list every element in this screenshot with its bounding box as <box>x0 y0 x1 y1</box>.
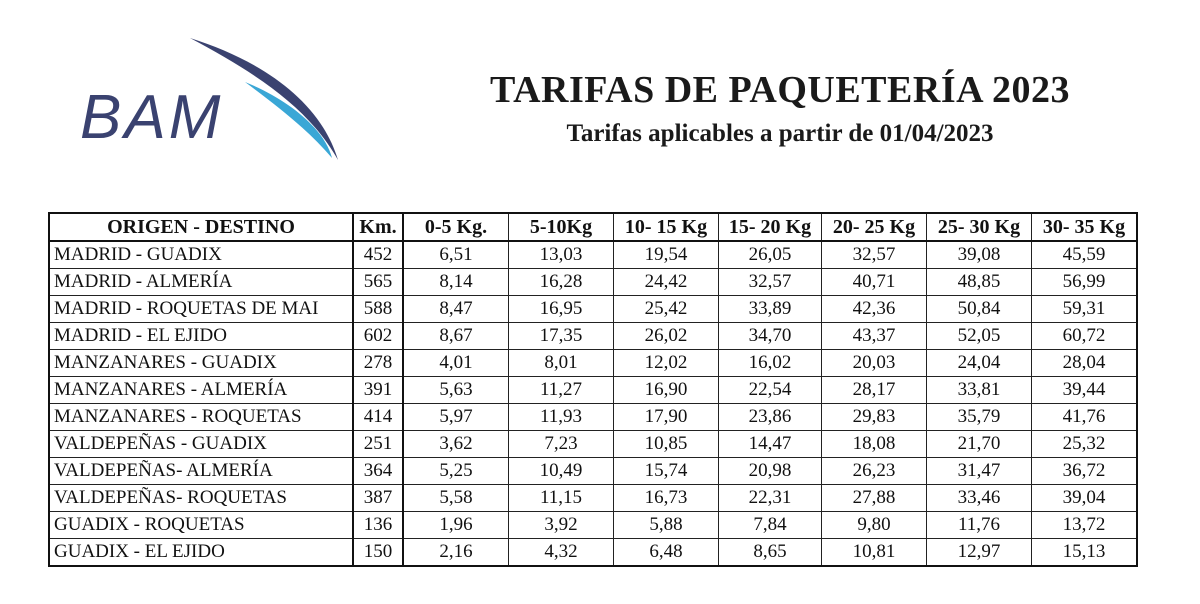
price-cell: 10,81 <box>822 539 927 567</box>
price-cell: 1,96 <box>403 512 509 539</box>
table-row <box>49 539 1137 567</box>
price-cell: 16,73 <box>614 485 719 512</box>
price-cell: 6,51 <box>403 241 509 269</box>
price-cell: 35,79 <box>927 404 1032 431</box>
km-cell: 452 <box>353 241 403 269</box>
price-cell: 21,70 <box>927 431 1032 458</box>
price-cell: 15,74 <box>614 458 719 485</box>
km-cell: 588 <box>353 296 403 323</box>
route-cell: GUADIX - ROQUETAS <box>49 512 353 539</box>
price-cell: 24,04 <box>927 350 1032 377</box>
price-cell: 7,84 <box>719 512 822 539</box>
price-cell: 43,37 <box>822 323 927 350</box>
km-cell: 387 <box>353 485 403 512</box>
km-cell: 391 <box>353 377 403 404</box>
price-cell: 45,59 <box>1032 241 1138 269</box>
price-cell: 41,76 <box>1032 404 1138 431</box>
price-cell: 13,72 <box>1032 512 1138 539</box>
route-cell: GUADIX - EL EJIDO <box>49 539 353 567</box>
price-cell: 5,58 <box>403 485 509 512</box>
price-cell: 33,81 <box>927 377 1032 404</box>
price-cell: 60,72 <box>1032 323 1138 350</box>
km-cell: 602 <box>353 323 403 350</box>
price-cell: 25,42 <box>614 296 719 323</box>
logo-text: BAM <box>80 83 224 152</box>
price-cell: 20,03 <box>822 350 927 377</box>
price-cell: 11,76 <box>927 512 1032 539</box>
price-cell: 8,67 <box>403 323 509 350</box>
route-cell: MADRID - EL EJIDO <box>49 323 353 350</box>
price-cell: 16,95 <box>509 296 614 323</box>
km-cell: 565 <box>353 269 403 296</box>
price-cell: 40,71 <box>822 269 927 296</box>
price-cell: 7,23 <box>509 431 614 458</box>
price-cell: 3,92 <box>509 512 614 539</box>
price-cell: 59,31 <box>1032 296 1138 323</box>
km-cell: 150 <box>353 539 403 567</box>
route-cell: MANZANARES - GUADIX <box>49 350 353 377</box>
header-20-25kg: 20- 25 Kg <box>822 213 927 241</box>
price-cell: 17,35 <box>509 323 614 350</box>
price-cell: 8,14 <box>403 269 509 296</box>
header-5-10kg: 5-10Kg <box>509 213 614 241</box>
price-cell: 16,02 <box>719 350 822 377</box>
table-row <box>49 296 1137 323</box>
table-row <box>49 404 1137 431</box>
price-cell: 15,13 <box>1032 539 1138 567</box>
price-cell: 5,25 <box>403 458 509 485</box>
header-30-35kg: 30- 35 Kg <box>1032 213 1138 241</box>
price-cell: 5,63 <box>403 377 509 404</box>
price-cell: 24,42 <box>614 269 719 296</box>
price-cell: 5,97 <box>403 404 509 431</box>
price-cell: 32,57 <box>719 269 822 296</box>
header-25-30kg: 25- 30 Kg <box>927 213 1032 241</box>
price-cell: 26,02 <box>614 323 719 350</box>
bam-logo <box>70 30 360 170</box>
table-row <box>49 350 1137 377</box>
price-cell: 10,85 <box>614 431 719 458</box>
header-km: Km. <box>353 213 403 241</box>
price-cell: 8,65 <box>719 539 822 567</box>
price-cell: 19,54 <box>614 241 719 269</box>
header-0-5kg: 0-5 Kg. <box>403 213 509 241</box>
price-cell: 27,88 <box>822 485 927 512</box>
route-cell: VALDEPEÑAS- ROQUETAS <box>49 485 353 512</box>
price-cell: 3,62 <box>403 431 509 458</box>
page-title: TARIFAS DE PAQUETERÍA 2023 <box>490 69 1070 111</box>
price-cell: 22,54 <box>719 377 822 404</box>
price-cell: 25,32 <box>1032 431 1138 458</box>
price-cell: 2,16 <box>403 539 509 567</box>
price-cell: 33,46 <box>927 485 1032 512</box>
price-cell: 28,04 <box>1032 350 1138 377</box>
price-cell: 52,05 <box>927 323 1032 350</box>
price-cell: 32,57 <box>822 241 927 269</box>
route-cell: MANZANARES - ROQUETAS <box>49 404 353 431</box>
table-row <box>49 323 1137 350</box>
price-cell: 16,28 <box>509 269 614 296</box>
route-cell: MADRID - GUADIX <box>49 241 353 269</box>
table-row <box>49 485 1137 512</box>
price-cell: 4,32 <box>509 539 614 567</box>
price-cell: 48,85 <box>927 269 1032 296</box>
price-cell: 11,15 <box>509 485 614 512</box>
price-cell: 29,83 <box>822 404 927 431</box>
price-cell: 5,88 <box>614 512 719 539</box>
page-subtitle: Tarifas aplicables a partir de 01/04/2023 <box>566 120 994 147</box>
price-cell: 31,47 <box>927 458 1032 485</box>
price-cell: 9,80 <box>822 512 927 539</box>
price-cell: 13,03 <box>509 241 614 269</box>
price-cell: 4,01 <box>403 350 509 377</box>
price-cell: 39,44 <box>1032 377 1138 404</box>
price-cell: 17,90 <box>614 404 719 431</box>
price-cell: 28,17 <box>822 377 927 404</box>
header-10-15kg: 10- 15 Kg <box>614 213 719 241</box>
header-15-20kg: 15- 20 Kg <box>719 213 822 241</box>
price-cell: 34,70 <box>719 323 822 350</box>
table-row <box>49 377 1137 404</box>
rates-table <box>48 212 1138 567</box>
price-cell: 22,31 <box>719 485 822 512</box>
price-cell: 42,36 <box>822 296 927 323</box>
price-cell: 6,48 <box>614 539 719 567</box>
price-cell: 8,47 <box>403 296 509 323</box>
km-cell: 136 <box>353 512 403 539</box>
route-cell: MADRID - ROQUETAS DE MAI <box>49 296 353 323</box>
km-cell: 414 <box>353 404 403 431</box>
price-cell: 12,97 <box>927 539 1032 567</box>
price-cell: 50,84 <box>927 296 1032 323</box>
price-cell: 12,02 <box>614 350 719 377</box>
price-cell: 56,99 <box>1032 269 1138 296</box>
price-cell: 36,72 <box>1032 458 1138 485</box>
price-cell: 11,93 <box>509 404 614 431</box>
table-row <box>49 431 1137 458</box>
price-cell: 18,08 <box>822 431 927 458</box>
price-cell: 10,49 <box>509 458 614 485</box>
route-cell: VALDEPEÑAS - GUADIX <box>49 431 353 458</box>
table-row <box>49 458 1137 485</box>
price-cell: 8,01 <box>509 350 614 377</box>
table-header-row <box>49 213 1137 241</box>
price-cell: 26,23 <box>822 458 927 485</box>
price-cell: 20,98 <box>719 458 822 485</box>
route-cell: VALDEPEÑAS- ALMERÍA <box>49 458 353 485</box>
table-body <box>49 241 1137 566</box>
km-cell: 364 <box>353 458 403 485</box>
table-row <box>49 269 1137 296</box>
price-cell: 23,86 <box>719 404 822 431</box>
price-cell: 39,04 <box>1032 485 1138 512</box>
header-origin-destination: ORIGEN - DESTINO <box>49 213 353 241</box>
price-cell: 26,05 <box>719 241 822 269</box>
table-row <box>49 241 1137 269</box>
price-cell: 33,89 <box>719 296 822 323</box>
route-cell: MADRID - ALMERÍA <box>49 269 353 296</box>
price-cell: 39,08 <box>927 241 1032 269</box>
price-cell: 14,47 <box>719 431 822 458</box>
km-cell: 251 <box>353 431 403 458</box>
route-cell: MANZANARES - ALMERÍA <box>49 377 353 404</box>
km-cell: 278 <box>353 350 403 377</box>
table-row <box>49 512 1137 539</box>
price-cell: 11,27 <box>509 377 614 404</box>
price-cell: 16,90 <box>614 377 719 404</box>
